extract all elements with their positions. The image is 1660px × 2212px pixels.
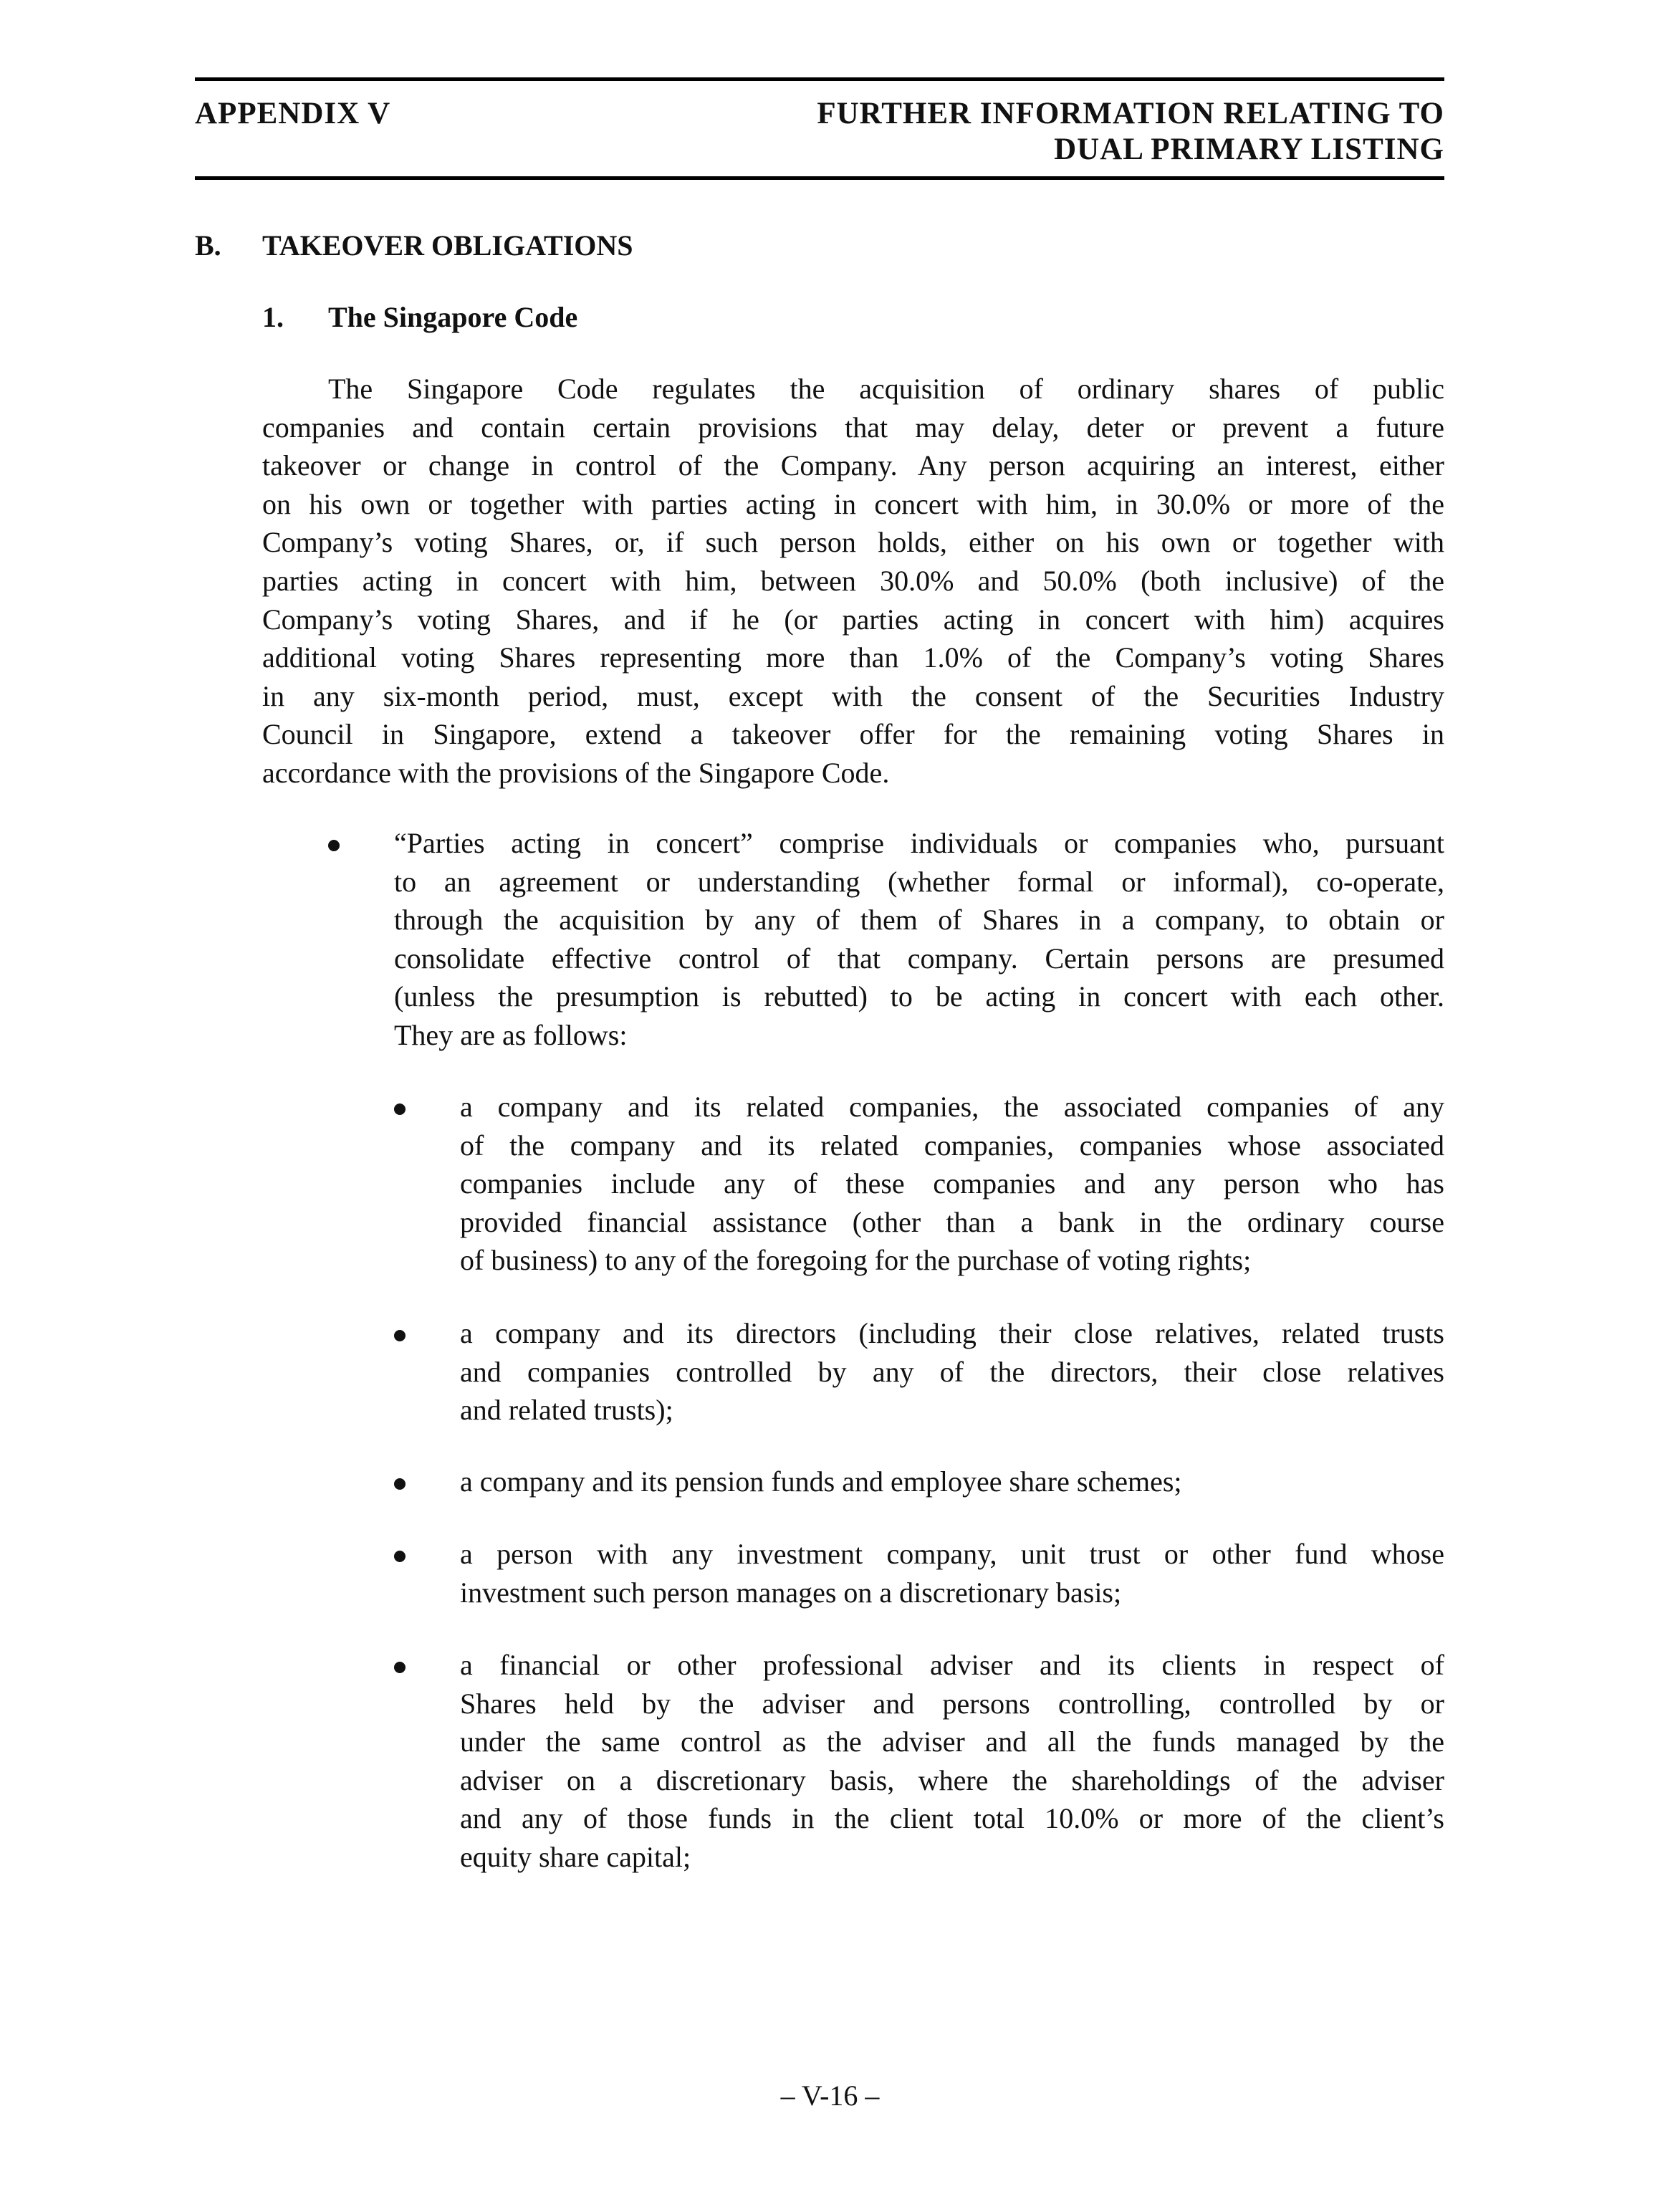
bullet-line: They are as follows: — [394, 1018, 628, 1051]
sub-bullet-line: under the same control as the adviser and all the funds managed by the — [460, 1725, 1444, 1758]
intro-line: Company’s voting Shares, and if he (or parties acting in concert with him) acquires — [262, 603, 1444, 636]
sub-bullet-line: investment such person manages on a discretionary basis; — [460, 1576, 1122, 1609]
intro-line: in any six-month period, must, except with the consent of the Securities Industry — [262, 679, 1444, 712]
sub-bullet-line: adviser on a discretionary basis, where the shareholdings of the adviser — [460, 1763, 1444, 1796]
section-title: TAKEOVER OBLIGATIONS — [262, 229, 633, 262]
intro-line: The Singapore Code regulates the acquisition of ordinary shares of public — [328, 373, 1444, 405]
intro-line: Council in Singapore, extend a takeover offer for the remaining voting Shares in — [262, 718, 1444, 751]
sub-bullet-line: and companies controlled by any of the directors, their close relatives — [460, 1355, 1444, 1388]
bullet-dot-icon — [394, 1662, 406, 1673]
bullet-line: (unless the presumption is rebutted) to be acting in concert with each other. — [394, 980, 1444, 1013]
bullet-dot-icon — [328, 840, 340, 851]
sub-bullet-line: and related trusts); — [460, 1394, 673, 1427]
sub-bullet-line: of business) to any of the foregoing for the purchase of voting rights; — [460, 1244, 1252, 1277]
intro-line: Company’s voting Shares, or, if such person holds, either on his own or together with — [262, 526, 1444, 559]
intro-line: additional voting Shares representing more than 1.0% of the Company’s voting Shares — [262, 641, 1444, 674]
bullet-dot-icon — [394, 1330, 406, 1341]
sub-bullet-investment-company — [460, 1535, 1444, 1612]
bullet-line: to an agreement or understanding (whether formal or informal), co-operate, — [394, 865, 1444, 898]
bullet-dot-icon — [394, 1551, 406, 1562]
bullet-line: “Parties acting in concert” comprise individuals or companies who, pursuant — [394, 827, 1444, 859]
sub-bullet-line: and any of those funds in the client total 10.0% or more of the client’s — [460, 1802, 1444, 1835]
sub-bullet-line: a company and its directors (including their close relatives, related trusts — [460, 1317, 1444, 1349]
sub-bullet-line: provided financial assistance (other than a bank in the ordinary course — [460, 1205, 1444, 1238]
subsection-title: The Singapore Code — [328, 301, 578, 333]
appendix-title-line-1: FURTHER INFORMATION RELATING TO — [817, 97, 1444, 130]
subsection-number: 1. — [262, 301, 284, 333]
sub-bullet-line: of the company and its related companies, companies whose associated — [460, 1129, 1444, 1162]
sub-bullet-related-companies — [460, 1088, 1444, 1280]
bullet-line: through the acquisition by any of them of Shares in a company, to obtain or — [394, 904, 1444, 937]
intro-line: takeover or change in control of the Company. Any person acquiring an interest, either — [262, 449, 1444, 482]
sub-bullet-line: a company and its pension funds and employee share schemes; — [460, 1465, 1182, 1498]
appendix-label: APPENDIX V — [195, 97, 391, 130]
page-number: – V-16 – — [780, 2079, 880, 2112]
intro-line: parties acting in concert with him, between 30.0% and 50.0% (both inclusive) of the — [262, 564, 1444, 597]
appendix-title — [817, 96, 1444, 168]
sub-bullet-financial-adviser — [460, 1646, 1444, 1877]
sub-bullet-line: a financial or other professional adviser and its clients in respect of — [460, 1649, 1444, 1681]
sub-bullet-pension-funds — [460, 1462, 1444, 1501]
sub-bullet-line: a company and its related companies, the associated companies of any — [460, 1091, 1444, 1123]
sub-bullet-line: companies include any of these companies and any person who has — [460, 1167, 1444, 1200]
appendix-title-line-2: DUAL PRIMARY LISTING — [1054, 133, 1444, 166]
intro-paragraph — [262, 370, 1444, 793]
section-letter: B. — [195, 229, 221, 262]
bullet-dot-icon — [394, 1478, 406, 1490]
sub-bullet-line: equity share capital; — [460, 1840, 691, 1873]
sub-bullet-line: a person with any investment company, unit trust or other fund whose — [460, 1538, 1444, 1570]
intro-line: companies and contain certain provisions that may delay, deter or prevent a future — [262, 411, 1444, 444]
sub-bullet-line: Shares held by the adviser and persons controlling, controlled by or — [460, 1687, 1444, 1720]
sub-bullet-directors — [460, 1314, 1444, 1430]
header-top-rule — [195, 77, 1444, 81]
intro-line: on his own or together with parties acting in concert with him, in 30.0% or more of the — [262, 487, 1444, 520]
header-bottom-rule — [195, 176, 1444, 180]
bullet-parties-acting-in-concert — [394, 824, 1444, 1055]
intro-line: accordance with the provisions of the Singapore Code. — [262, 756, 890, 789]
bullet-dot-icon — [394, 1103, 406, 1115]
bullet-line: consolidate effective control of that company. Certain persons are presumed — [394, 942, 1444, 975]
